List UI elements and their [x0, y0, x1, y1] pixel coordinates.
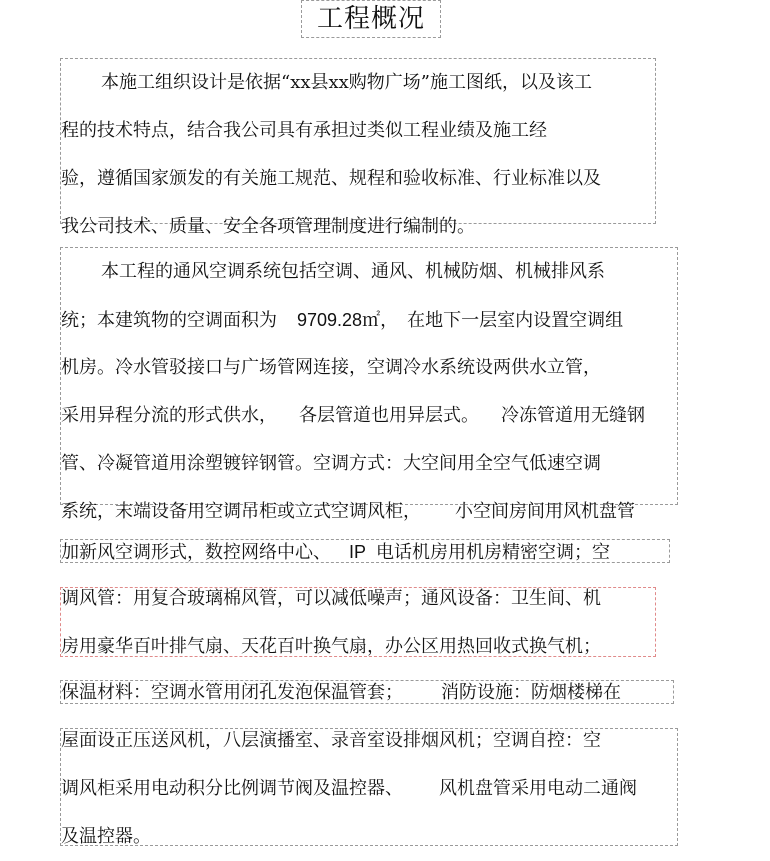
page-title: 工程概况: [301, 0, 441, 38]
paragraph-ducts-ventilation: [60, 587, 656, 657]
paragraph-line: 房用豪华百叶排气扇、天花百叶换气扇，办公区用热回收式换气机；: [61, 636, 601, 657]
text-segment: 消防设施：防烟楼梯在: [441, 682, 621, 703]
ip-label: IP: [349, 542, 367, 562]
paragraph-line: 调风管：用复合玻璃棉风管，可以减低噪声；通风设备：卫生间、机: [61, 588, 601, 609]
text-segment: 调风柜采用电动积分比例调节阀及温控器、: [61, 778, 403, 799]
paragraph-line: [61, 528, 669, 576]
paragraph-line: 屋面设正压送风机，八层演播室、录音室设排烟风机；空调自控：空: [61, 730, 601, 751]
text-segment: 电话机房用机房精密空调；空: [376, 542, 611, 563]
paragraph-fans-controls: [60, 728, 678, 846]
paragraph-line: 本工程的通风空调系统包括空调、通风、机械防烟、机械排风系: [101, 261, 605, 282]
paragraph-basis: [60, 58, 656, 237]
paragraph-insulation-fire: [60, 680, 674, 704]
paragraph-line: 程的技术特点，结合我公司具有承担过类似工程业绩及施工经: [61, 120, 547, 141]
paragraph-line: 本施工组织设计是依据“xx县xx购物广场”施工图纸，以及该工: [101, 72, 593, 93]
paragraph-line: 管、冷凝管道用涂塑镀锌钢管。空调方式：大空间用全空气低速空调: [61, 453, 601, 474]
text-segment: 加新风空调形式，数控网络中心、: [61, 542, 331, 563]
paragraph-hvac-system: [60, 247, 678, 522]
paragraph-line: [61, 765, 677, 813]
paragraph-line: 及温控器。: [61, 826, 151, 847]
text-segment: 冷冻管道用无缝钢: [501, 405, 645, 426]
area-unit: ㎡: [362, 310, 381, 331]
text-segment: 统；本建筑物的空调面积为: [61, 310, 277, 331]
text-segment: 系统，末端设备用空调吊柜或立式空调风柜，: [61, 501, 421, 522]
paragraph-line: [61, 392, 677, 440]
text-segment: 采用异程分流的形式供水，: [61, 405, 277, 426]
paragraph-line: [61, 669, 673, 717]
text-segment: 风机盘管采用电动二通阀: [439, 778, 637, 799]
paragraph-line: 验，遵循国家颁发的有关施工规范、规程和验收标准、行业标准以及: [61, 168, 601, 189]
paragraph-line: 机房。冷水管驳接口与广场管网连接，空调冷水系统设两供水立管，: [61, 357, 601, 378]
text-segment: 各层管道也用异层式。: [299, 405, 479, 426]
paragraph-line: [61, 296, 677, 344]
text-segment: 小空间房间用风机盘管: [455, 501, 635, 522]
paragraph-network-center: [60, 539, 670, 563]
text-segment: ， 在地下一层室内设置空调组: [380, 310, 624, 331]
text-segment: 保温材料：空调水管用闭孔发泡保温管套；: [61, 682, 403, 703]
paragraph-line: 我公司技术、质量、安全各项管理制度进行编制的。: [61, 216, 475, 237]
area-value: 9709.28: [297, 310, 363, 330]
